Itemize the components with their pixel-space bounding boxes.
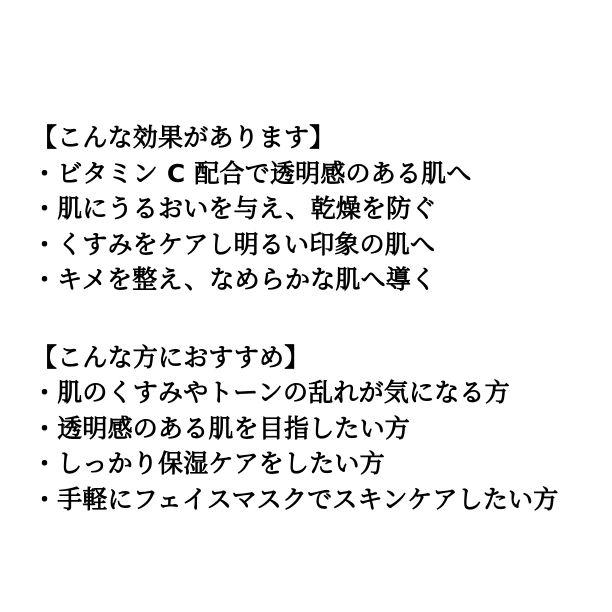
list-item: ・キメを整え、なめらかな肌へ導く [32,265,437,294]
benefits-heading: 【こんな効果があります】 [32,123,335,152]
list-item: ・くすみをケアし明るい印象の肌へ [32,229,436,259]
list-item: ・手軽にフェイスマスクでスキンケアしたい方 [32,484,559,514]
benefits-list [32,156,584,298]
list-item: ・透明感のある肌を目指したい方 [32,413,411,443]
benefits-section [32,120,584,298]
recommended-for-list [32,375,584,517]
list-item: ・肌にうるおいを与え、乾燥を防ぐ [32,194,437,223]
list-item: ・肌のくすみやトーンの乱れが気になる方 [32,378,510,407]
recommended-for-heading: 【こんな方におすすめ】 [32,342,310,372]
list-item: ・ビタミン C 配合で透明感のある肌へ [32,158,472,188]
recommended-for-section [32,340,584,518]
list-item: ・しっかり保湿ケアをしたい方 [32,449,385,478]
